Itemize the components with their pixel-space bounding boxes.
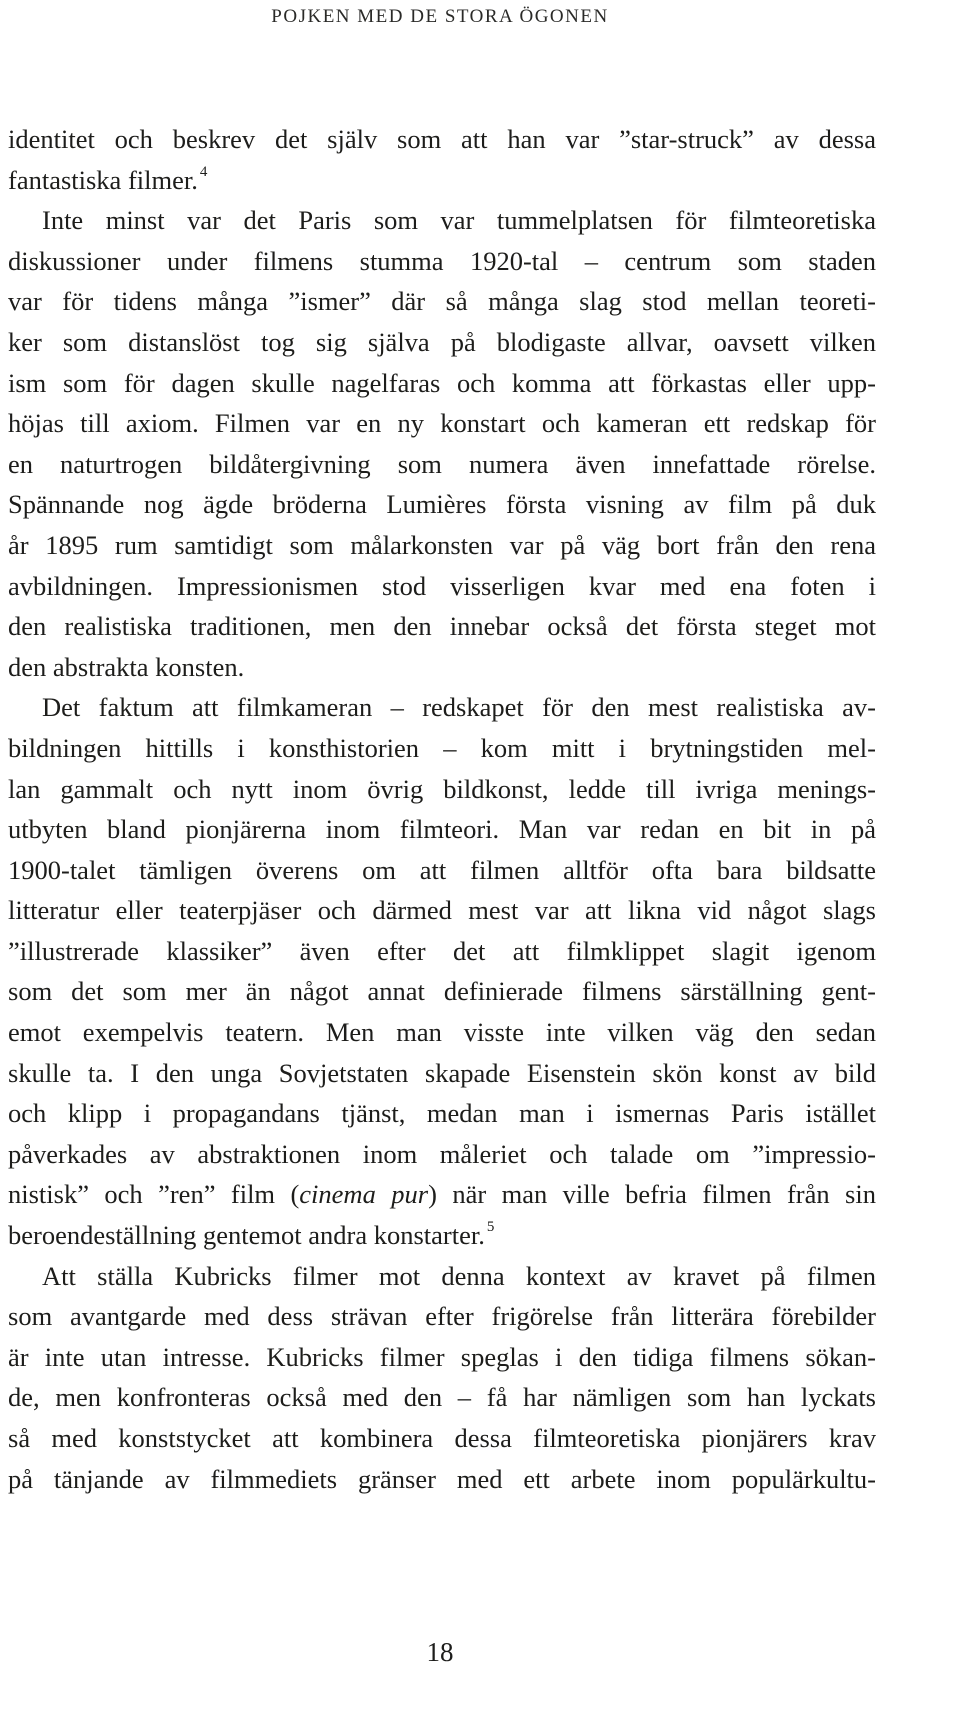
line-text: den abstrakta konsten. xyxy=(8,651,245,682)
text-line xyxy=(8,890,876,931)
text-line xyxy=(8,1377,876,1418)
text-line xyxy=(8,241,876,282)
line-text: bildningen hittills i konsthistorien – kom mitt i brytningstiden mel- xyxy=(8,732,876,763)
line-text: som avantgarde med dess strävan efter frigörelse från litterära förebilder xyxy=(8,1301,876,1332)
running-head: POJKEN MED DE STORA ÖGONEN xyxy=(271,6,609,27)
line-text: ker som distanslöst tog sig själva på blodigaste allvar, oavsett vilken xyxy=(8,326,876,357)
line-text: och klipp i propagandans tjänst, medan man i ismernas Paris istället xyxy=(8,1098,876,1129)
line-text: emot exempelvis teatern. Men man visste inte vilken väg den sedan xyxy=(8,1017,876,1048)
text-line xyxy=(8,566,876,607)
footnote-reference[interactable]: 5 xyxy=(486,1219,495,1236)
text-line xyxy=(8,850,876,891)
text-line xyxy=(8,119,876,160)
text-line xyxy=(8,769,876,810)
text-line xyxy=(8,971,876,1012)
text-line xyxy=(8,160,876,201)
line-text: så med konststycket att kombinera dessa filmteoretiska pionjärers krav xyxy=(8,1423,876,1453)
text-line xyxy=(8,1418,876,1459)
text-line xyxy=(8,1093,876,1134)
line-text: Det faktum att filmkameran – redskapet för den mest realistiska av- xyxy=(42,692,876,723)
line-text: Inte minst var det Paris som var tummelplatsen för filmteoretiska xyxy=(42,205,876,236)
line-text: år 1895 rum samtidigt som målarkonsten var på väg bort från den rena xyxy=(8,529,876,560)
line-text: identitet och beskrev det själv som att han var ”star-struck” av dessa xyxy=(8,124,876,154)
line-text: fantastiska filmer. xyxy=(8,164,198,195)
text-line xyxy=(8,200,876,241)
line-text: en naturtrogen bildåtergivning som numera även innefattade rörelse. xyxy=(8,448,876,479)
line-text: är inte utan intresse. Kubricks filmer speglas i den tidiga filmens sökan- xyxy=(8,1341,876,1372)
text-line xyxy=(8,1296,876,1337)
footnote-reference[interactable]: 4 xyxy=(199,163,208,180)
line-text: påverkades av abstraktionen inom måleriet och talade om ”impressio- xyxy=(8,1138,876,1169)
line-text: som det som mer än något annat definierade filmens särställning gent- xyxy=(8,976,876,1007)
line-text: litteratur eller teaterpjäser och därmed mest var att likna vid något slags xyxy=(8,895,876,926)
line-text: Att ställa Kubricks filmer mot denna kontext av kravet på filmen xyxy=(42,1260,876,1291)
text-line xyxy=(8,728,876,769)
line-text: de, men konfronteras också med den – få har nämligen som han lyckats xyxy=(8,1382,876,1413)
line-text: var för tidens många ”ismer” där så många slag stod mellan teoreti- xyxy=(8,286,876,317)
text-line xyxy=(8,606,876,647)
line-text: lan gammalt och nytt inom övrig bildkonst, ledde till ivriga menings- xyxy=(8,773,876,804)
line-text: nistisk” och ”ren” film ( xyxy=(8,1179,300,1210)
body-text xyxy=(8,119,876,1499)
text-line xyxy=(8,1337,876,1378)
text-line xyxy=(8,1215,876,1256)
text-line xyxy=(8,363,876,404)
line-text: Spännande nog ägde bröderna Lumières första visning av film på duk xyxy=(8,489,876,520)
text-line xyxy=(8,1256,876,1297)
text-line xyxy=(8,322,876,363)
text-line xyxy=(8,647,876,688)
text-line xyxy=(8,525,876,566)
line-text: höjas till axiom. Filmen var en ny konstart och kameran ett redskap för xyxy=(8,408,876,439)
text-line xyxy=(8,444,876,485)
text-line xyxy=(8,484,876,525)
line-text: ism som för dagen skulle nagelfaras och komma att förkastas eller upp- xyxy=(8,367,876,398)
text-line xyxy=(8,687,876,728)
line-text-continued: ) när man ville befria filmen från sin xyxy=(428,1179,876,1210)
text-line xyxy=(8,403,876,444)
line-text: diskussioner under filmens stumma 1920-tal – centrum som staden xyxy=(8,245,876,276)
line-text: den realistiska traditionen, men den innebar också det första steget mot xyxy=(8,611,876,642)
line-text: beroendeställning gentemot andra konstarter. xyxy=(8,1220,485,1251)
page-number: 18 xyxy=(426,1637,454,1667)
text-line xyxy=(8,1134,876,1175)
text-line xyxy=(8,1053,876,1094)
line-text: på tänjande av filmmediets gränser med ett arbete inom populärkultu- xyxy=(8,1463,876,1494)
text-line xyxy=(8,281,876,322)
line-text: 1900-talet tämligen överens om att filmen alltför ofta bara bildsatte xyxy=(8,854,876,885)
text-line xyxy=(8,1174,876,1215)
text-line xyxy=(8,809,876,850)
line-text: avbildningen. Impressionismen stod visserligen kvar med ena foten i xyxy=(8,570,876,601)
line-text: skulle ta. I den unga Sovjetstaten skapade Eisenstein skön konst av bild xyxy=(8,1057,876,1088)
text-line xyxy=(8,931,876,972)
text-line xyxy=(8,1012,876,1053)
italic-term: cinema pur xyxy=(299,1179,429,1210)
text-line xyxy=(8,1459,876,1500)
line-text: utbyten bland pionjärerna inom filmteori. Man var redan en bit in på xyxy=(8,814,876,845)
line-text: ”illustrerade klassiker” även efter det att filmklippet slagit igenom xyxy=(8,935,876,966)
